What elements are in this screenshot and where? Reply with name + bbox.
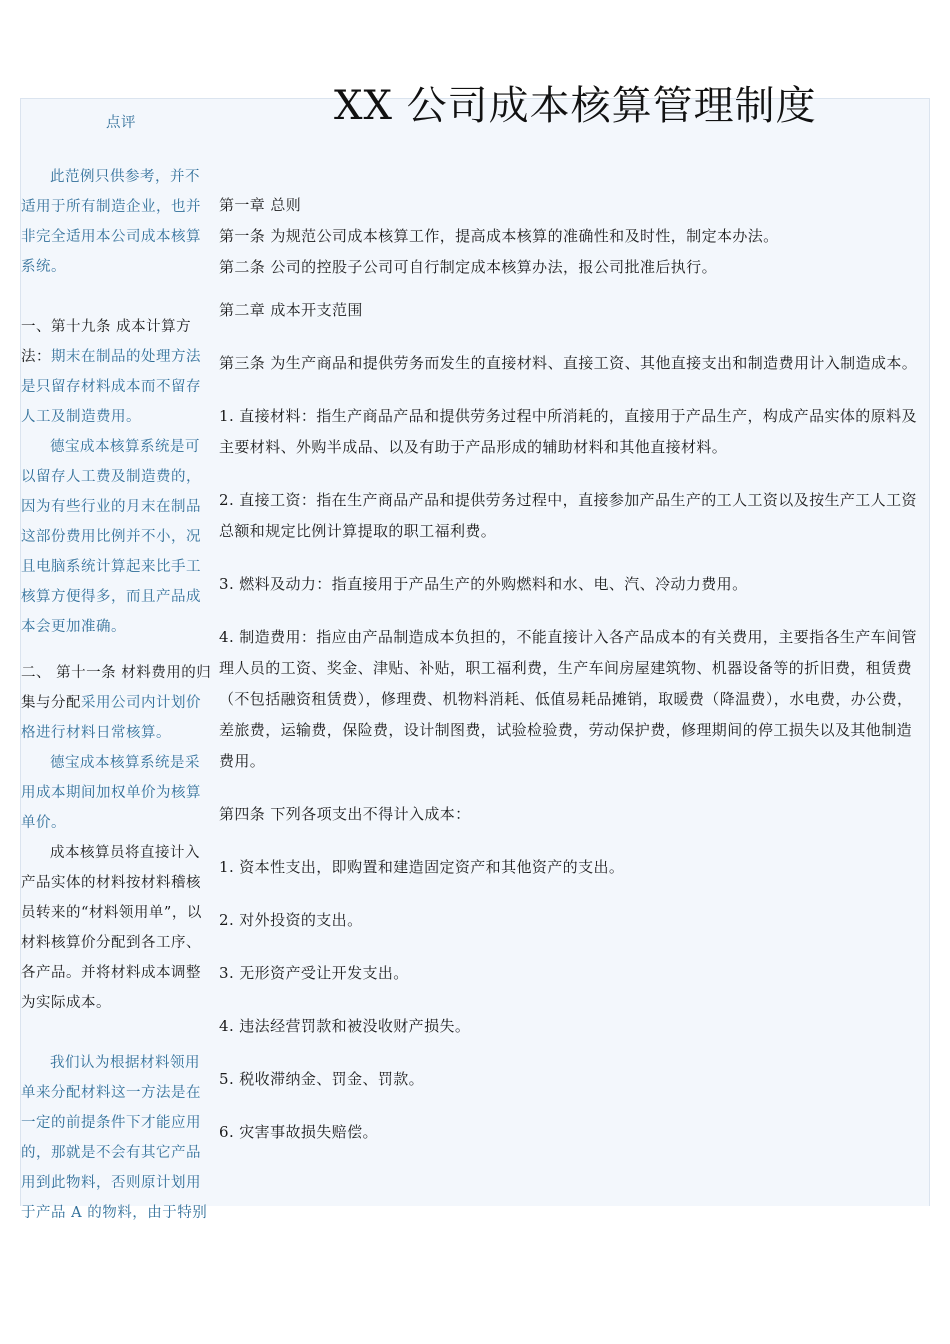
chapter-1-heading: 第一章 总则 — [219, 196, 302, 214]
article-4-item-5: 5. 税收滞纳金、罚金、罚款。 — [219, 1070, 425, 1088]
document-title: XX 公司成本核算管理制度 — [334, 83, 817, 129]
main-content — [219, 190, 921, 1148]
article-4-item-6: 6. 灾害事故损失赔偿。 — [219, 1123, 378, 1141]
sidebar-spacer — [21, 1018, 213, 1048]
sidebar-item-2-note: 成本核算员将直接计入产品实体的材料按材料稽核员转来的“材料领用单”，以材料核算价分配到各工序、各产品。并将材料成本调整为实际成本。 — [21, 845, 202, 1011]
sidebar-item-2-comment: 德宝成本核算系统是采用成本期间加权单价为核算单价。 — [21, 755, 201, 831]
article-4-item-4: 4. 违法经营罚款和被没收财产损失。 — [219, 1017, 471, 1035]
sidebar-item-2-text: 采用公司内计划价格进行材料日常核算。 — [21, 695, 201, 741]
sidebar-heading: 点评 — [106, 115, 136, 131]
article-4-item-2: 2. 对外投资的支出。 — [219, 911, 363, 929]
sidebar-item-2-prefix: 二、 第十一条 材料费用的归集与分配 — [21, 665, 212, 711]
review-sidebar — [21, 108, 213, 1228]
sidebar-item-1-prefix: 一、第十九条 成本计算方法： — [21, 319, 192, 365]
sidebar-spacer — [21, 642, 213, 658]
sidebar-item-2-opinion: 我们认为根据材料领用单来分配材料这一方法是在一定的前提条件下才能应用的，那就是不会有其它产品用到此物料，否则原计划用于产品 A 的物料，由于特别 — [21, 1055, 208, 1221]
sidebar-spacer — [21, 138, 213, 162]
article-4-item-3: 3. 无形资产受让开发支出。 — [219, 964, 409, 982]
article-1: 第一条 为规范公司成本核算工作，提高成本核算的准确性和及时性，制定本办法。 — [219, 227, 779, 245]
article-3-item-4: 4. 制造费用：指应由产品制造成本负担的，不能直接计入各产品成本的有关费用，主要指各生产车间管理人员的工资、奖金、津贴、补贴，职工福利费，生产车间房屋建筑物、机器设备等的折旧费，租赁费（不包括融资租赁费），修理费、机物料消耗、低值易耗品摊销，取暖费（降温费），水电费，办公费，差旅费，运输费，保险费，设计制图费，试验检验费，劳动保护费，修理期间的停工损失以及其他制造费用。 — [219, 628, 917, 770]
sidebar-item-1-comment: 德宝成本核算系统是可以留存人工费及制造费的，因为有些行业的月末在制品这部份费用比例并不小，况且电脑系统计算起来比手工核算方便得多，而且产品成本会更加准确。 — [21, 439, 201, 635]
sidebar-item-1-text: 期末在制品的处理方法是只留存材料成本而不留存人工及制造费用。 — [21, 349, 201, 425]
article-4-item-1: 1. 资本性支出，即购置和建造固定资产和其他资产的支出。 — [219, 858, 625, 876]
article-4: 第四条 下列各项支出不得计入成本： — [219, 805, 471, 823]
article-3-item-3: 3. 燃料及动力：指直接用于产品生产的外购燃料和水、电、汽、冷动力费用。 — [219, 575, 748, 593]
sidebar-note-disclaimer: 此范例只供参考，并不适用于所有制造企业，也并非完全适用本公司成本核算系统。 — [21, 169, 201, 275]
sidebar-item-1 — [21, 312, 213, 432]
sidebar-spacer — [21, 282, 213, 312]
chapter-2-heading: 第二章 成本开支范围 — [219, 301, 363, 319]
sidebar-item-2 — [21, 658, 213, 748]
article-2: 第二条 公司的控股子公司可自行制定成本核算办法，报公司批准后执行。 — [219, 258, 717, 276]
article-3-item-1: 1. 直接材料：指生产商品产品和提供劳务过程中所消耗的，直接用于产品生产，构成产品实体的原料及主要材料、外购半成品、以及有助于产品形成的辅助材料和其他直接材料。 — [219, 407, 917, 456]
article-3: 第三条 为生产商品和提供劳务而发生的直接材料、直接工资、其他直接支出和制造费用计入制造成本。 — [219, 354, 918, 372]
article-3-item-2: 2. 直接工资：指在生产商品产品和提供劳务过程中，直接参加产品生产的工人工资以及按生产工人工资总额和规定比例计算提取的职工福利费。 — [219, 491, 917, 540]
